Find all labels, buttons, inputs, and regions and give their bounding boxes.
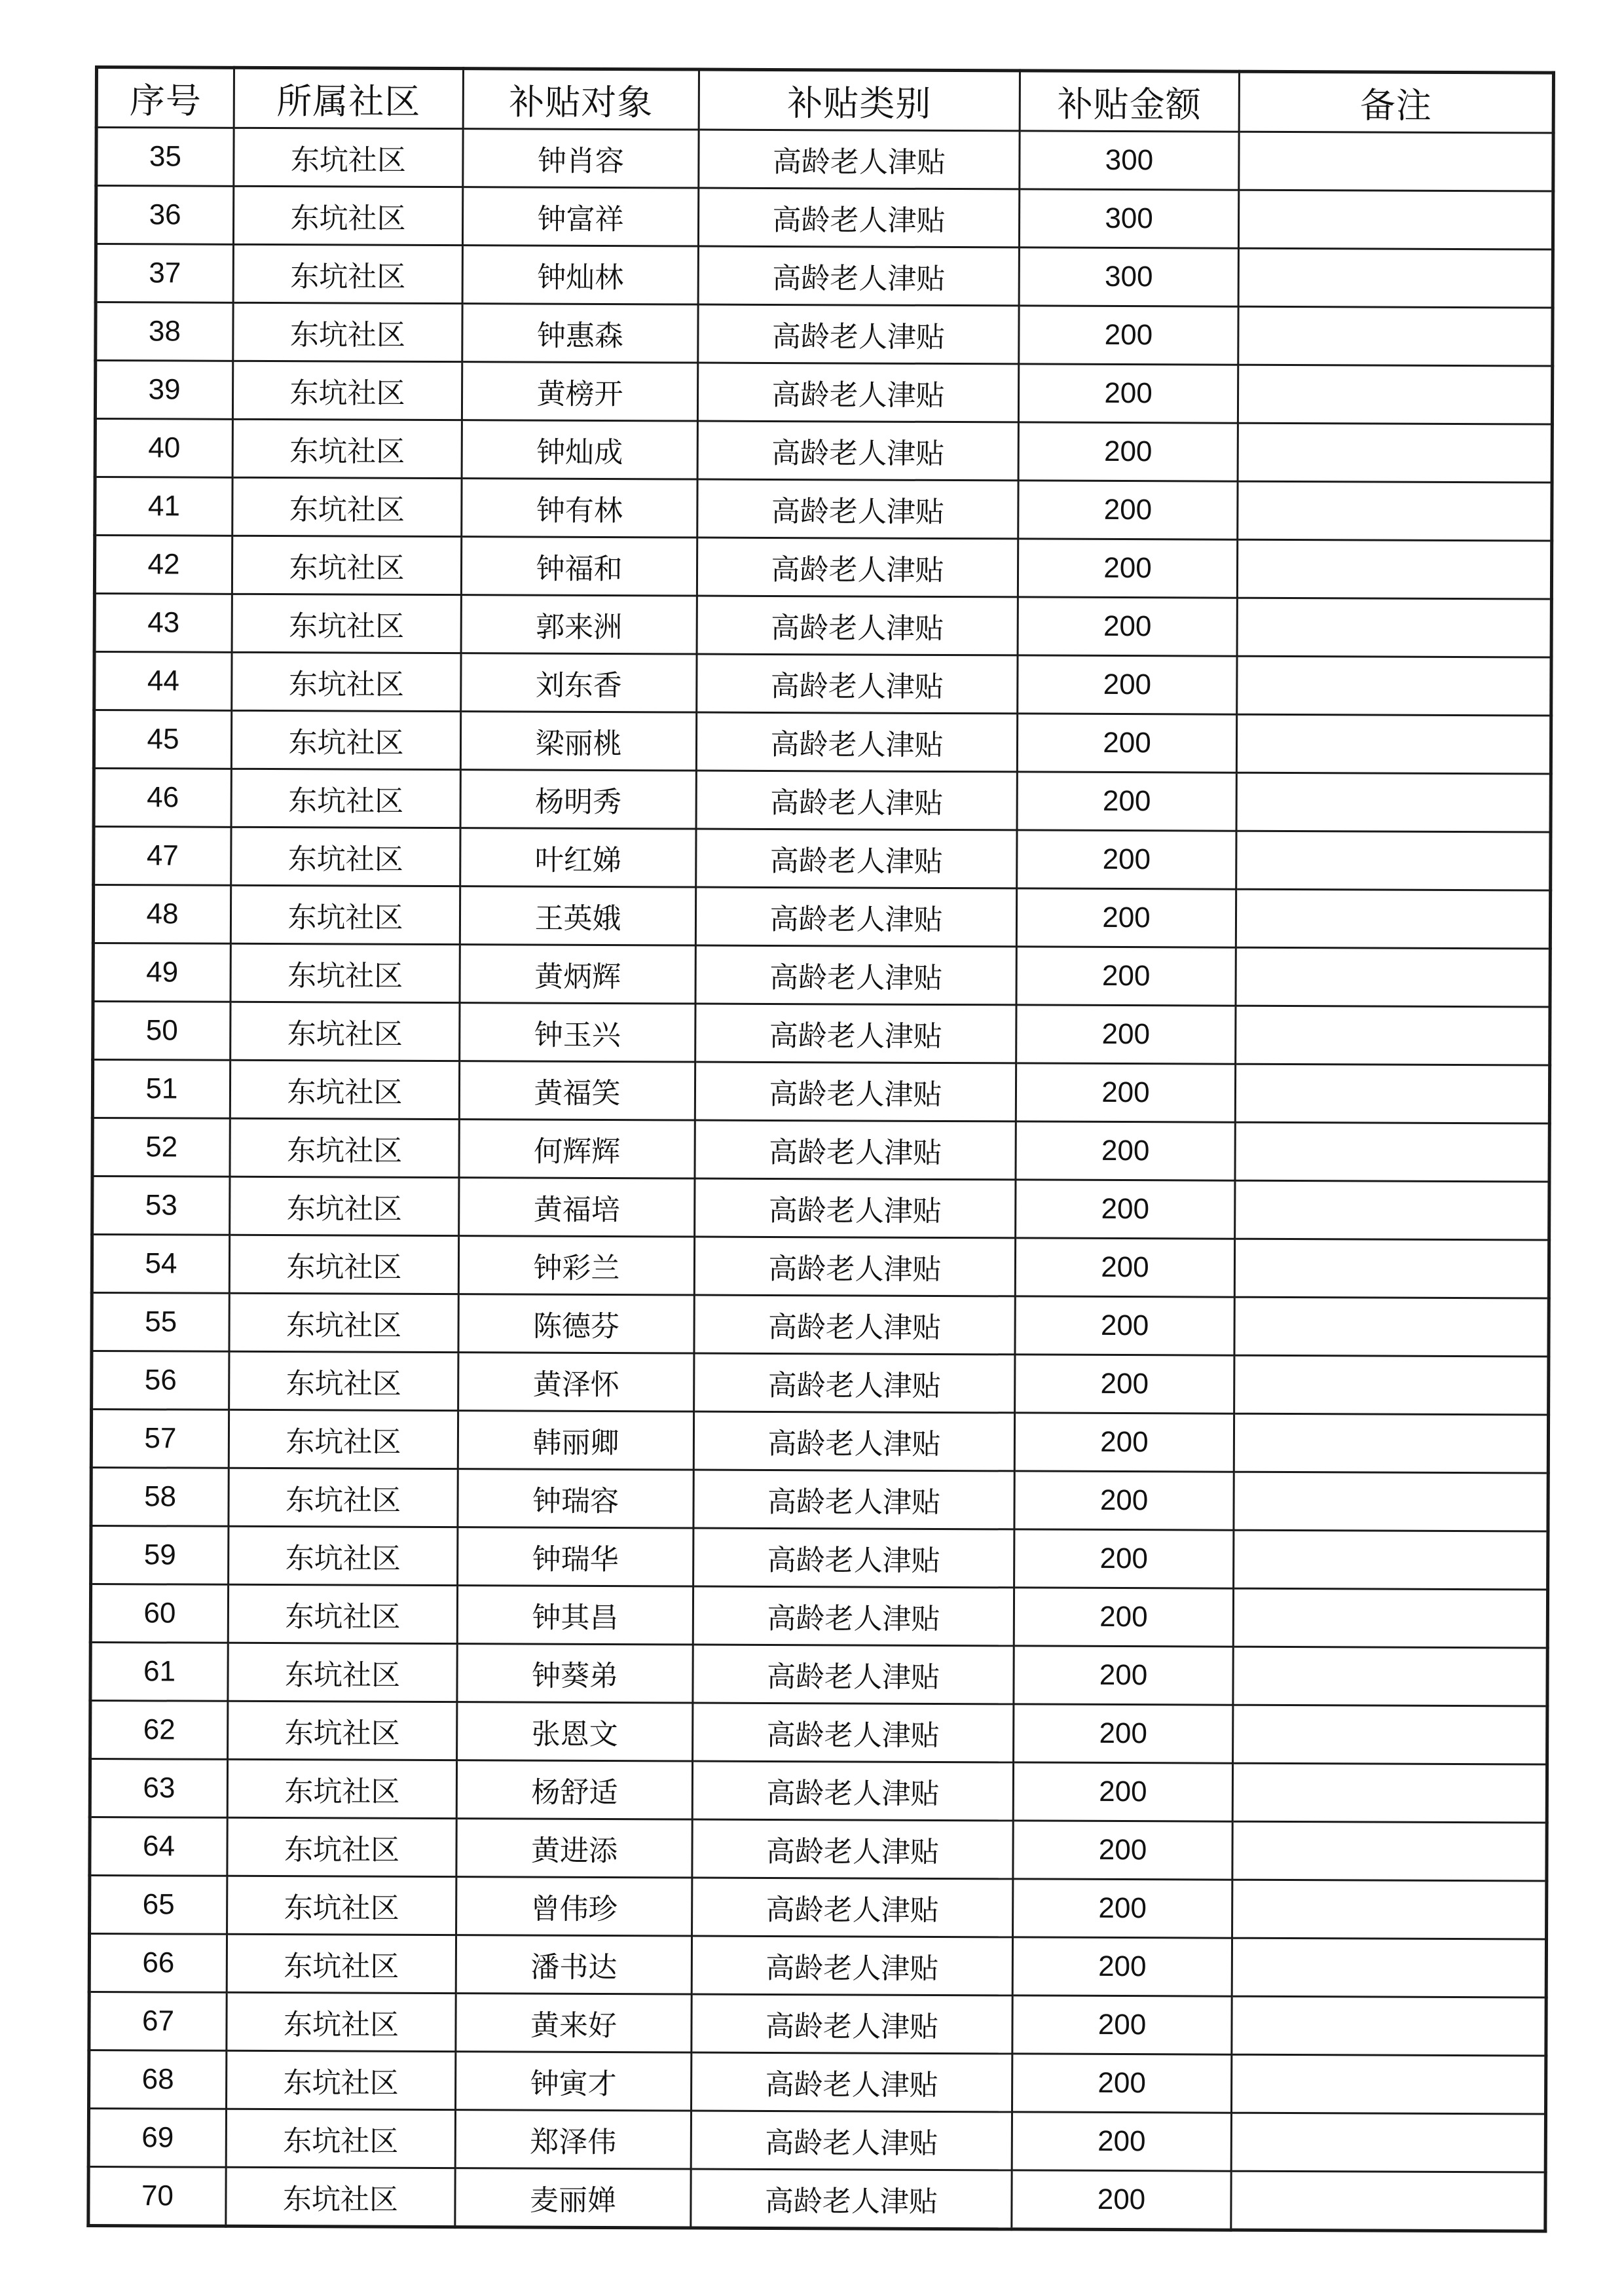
cell-seq: 35 <box>96 128 234 187</box>
cell-category: 高龄老人津贴 <box>692 1878 1013 1937</box>
cell-amount: 200 <box>1018 539 1237 598</box>
cell-amount: 200 <box>1018 481 1238 539</box>
cell-note <box>1231 2113 1545 2172</box>
cell-seq: 45 <box>94 710 231 769</box>
cell-seq: 63 <box>90 1758 227 1817</box>
cell-amount: 200 <box>1018 597 1237 656</box>
cell-community: 东坑社区 <box>229 1526 458 1585</box>
table-row <box>91 1467 1548 1531</box>
table-row <box>89 1992 1546 2056</box>
cell-note <box>1236 831 1551 890</box>
cell-community: 东坑社区 <box>227 1992 456 2051</box>
cell-note <box>1232 1821 1547 1881</box>
cell-category: 高龄老人津贴 <box>697 596 1018 655</box>
cell-community: 东坑社区 <box>230 1176 459 1235</box>
cell-seq: 60 <box>90 1584 228 1643</box>
table-row <box>92 1176 1549 1240</box>
cell-recipient: 潘书达 <box>456 1935 692 1994</box>
cell-recipient: 钟玉兴 <box>460 1003 695 1062</box>
cell-recipient: 何辉辉 <box>459 1120 695 1178</box>
table-row <box>91 1409 1548 1473</box>
cell-community: 东坑社区 <box>233 302 462 361</box>
table-row <box>90 1817 1547 1881</box>
cell-seq: 66 <box>89 1933 227 1992</box>
table-body <box>88 128 1553 2232</box>
cell-community: 东坑社区 <box>232 536 461 594</box>
cell-seq: 59 <box>91 1525 229 1584</box>
table-row <box>93 943 1550 1007</box>
document-page <box>86 65 1552 2233</box>
cell-seq: 54 <box>92 1234 229 1293</box>
header-category: 补贴类别 <box>699 69 1020 131</box>
cell-seq: 55 <box>92 1292 229 1351</box>
cell-recipient: 叶红娣 <box>460 828 696 887</box>
cell-community: 东坑社区 <box>233 186 462 245</box>
cell-note <box>1238 190 1553 249</box>
cell-community: 东坑社区 <box>231 710 460 769</box>
cell-category: 高龄老人津贴 <box>692 2052 1012 2112</box>
table-header <box>96 67 1553 134</box>
table-row <box>90 1584 1547 1648</box>
cell-note <box>1235 1122 1549 1182</box>
cell-community: 东坑社区 <box>228 1643 457 1702</box>
cell-category: 高龄老人津贴 <box>698 304 1019 364</box>
table-row <box>90 1642 1547 1706</box>
cell-note <box>1231 2171 1545 2231</box>
cell-category: 高龄老人津贴 <box>694 1295 1015 1355</box>
cell-note <box>1236 889 1550 949</box>
cell-seq: 50 <box>93 1001 231 1060</box>
table-row <box>94 710 1551 774</box>
table-row <box>90 1700 1547 1764</box>
cell-seq: 36 <box>96 186 233 245</box>
header-note: 备注 <box>1239 71 1553 133</box>
cell-seq: 46 <box>94 769 231 828</box>
cell-community: 东坑社区 <box>229 1235 458 1294</box>
cell-seq: 47 <box>94 827 231 886</box>
cell-seq: 58 <box>91 1467 229 1526</box>
cell-category: 高龄老人津贴 <box>692 1761 1013 1821</box>
cell-seq: 68 <box>89 2050 227 2109</box>
cell-amount: 200 <box>1017 772 1236 831</box>
cell-category: 高龄老人津贴 <box>695 887 1016 947</box>
cell-note <box>1234 1239 1549 1298</box>
cell-recipient: 王英娥 <box>460 886 695 945</box>
cell-note <box>1236 947 1550 1007</box>
cell-seq: 49 <box>93 943 231 1002</box>
cell-category: 高龄老人津贴 <box>694 1237 1015 1296</box>
cell-recipient: 梁丽桃 <box>460 712 696 771</box>
cell-note <box>1234 1297 1549 1357</box>
table-row <box>89 2050 1546 2114</box>
cell-amount: 200 <box>1013 1762 1232 1821</box>
cell-seq: 48 <box>93 885 231 944</box>
table-row <box>89 1933 1546 1997</box>
cell-amount: 200 <box>1016 888 1236 947</box>
cell-amount: 200 <box>1015 1238 1234 1297</box>
cell-note <box>1234 1530 1548 1590</box>
cell-note <box>1235 1180 1549 1240</box>
cell-seq: 40 <box>95 419 232 478</box>
header-row <box>96 67 1553 134</box>
cell-category: 高龄老人津贴 <box>691 2169 1012 2229</box>
cell-community: 东坑社区 <box>233 244 462 303</box>
subsidy-table <box>86 65 1555 2233</box>
cell-seq: 64 <box>90 1817 227 1876</box>
table-row <box>93 885 1550 949</box>
table-row <box>95 419 1552 483</box>
cell-community: 东坑社区 <box>231 943 460 1002</box>
cell-recipient: 黄炳辉 <box>460 945 695 1004</box>
cell-seq: 44 <box>94 652 232 711</box>
cell-category: 高龄老人津贴 <box>695 1120 1016 1180</box>
cell-amount: 200 <box>1014 1529 1234 1588</box>
cell-recipient: 钟寅才 <box>456 2052 692 2111</box>
header-recipient: 补贴对象 <box>463 69 699 130</box>
cell-note <box>1234 1472 1548 1531</box>
cell-community: 东坑社区 <box>229 1410 458 1468</box>
cell-note <box>1232 1996 1546 2056</box>
cell-category: 高龄老人津贴 <box>696 771 1017 830</box>
cell-recipient: 黄福培 <box>459 1178 695 1237</box>
cell-category: 高龄老人津贴 <box>692 1819 1013 1879</box>
cell-category: 高龄老人津贴 <box>697 538 1018 597</box>
table-row <box>94 652 1551 716</box>
cell-community: 东坑社区 <box>228 1701 457 1760</box>
cell-note <box>1232 1880 1547 1939</box>
table-row <box>92 1059 1549 1123</box>
table-row <box>90 1875 1547 1939</box>
cell-note <box>1232 2054 1546 2114</box>
cell-recipient: 钟葵弟 <box>457 1644 693 1703</box>
cell-category: 高龄老人津贴 <box>696 712 1017 772</box>
cell-category: 高龄老人津贴 <box>693 1703 1014 1762</box>
cell-amount: 200 <box>1015 1296 1234 1355</box>
cell-recipient: 钟惠森 <box>462 304 698 363</box>
cell-amount: 200 <box>1012 1995 1232 2054</box>
cell-note <box>1234 1413 1548 1473</box>
cell-note <box>1236 714 1551 774</box>
cell-amount: 200 <box>1016 1121 1235 1180</box>
cell-note <box>1239 132 1553 191</box>
cell-community: 东坑社区 <box>232 361 462 420</box>
cell-category: 高龄老人津贴 <box>698 188 1019 247</box>
cell-recipient: 杨舒适 <box>456 1760 692 1819</box>
cell-category: 高龄老人津贴 <box>693 1586 1014 1646</box>
cell-community: 东坑社区 <box>226 2109 455 2168</box>
cell-community: 东坑社区 <box>227 1759 456 1818</box>
cell-category: 高龄老人津贴 <box>695 945 1016 1005</box>
cell-note <box>1238 423 1552 483</box>
table-row <box>94 594 1551 658</box>
table-row <box>96 244 1553 308</box>
cell-category: 高龄老人津贴 <box>691 2111 1012 2170</box>
table-row <box>92 1234 1549 1298</box>
cell-amount: 200 <box>1012 2112 1231 2171</box>
cell-note <box>1236 1006 1550 1065</box>
cell-amount: 200 <box>1012 2170 1231 2230</box>
cell-recipient: 钟瑞容 <box>458 1469 693 1528</box>
cell-amount: 200 <box>1018 655 1237 714</box>
cell-seq: 37 <box>96 244 233 303</box>
cell-seq: 62 <box>90 1700 228 1759</box>
cell-recipient: 陈德芬 <box>458 1294 694 1353</box>
cell-community: 东坑社区 <box>234 128 463 187</box>
cell-recipient: 郭来洲 <box>461 595 697 654</box>
cell-recipient: 钟其昌 <box>457 1586 693 1645</box>
cell-note <box>1232 1763 1547 1823</box>
cell-community: 东坑社区 <box>232 477 462 536</box>
cell-seq: 70 <box>88 2166 226 2226</box>
cell-seq: 69 <box>88 2108 226 2167</box>
cell-amount: 200 <box>1015 1355 1234 1413</box>
header-amount: 补贴金额 <box>1020 71 1239 132</box>
cell-community: 东坑社区 <box>232 594 461 653</box>
cell-seq: 39 <box>95 361 232 420</box>
cell-recipient: 黄福笑 <box>459 1061 695 1120</box>
cell-note <box>1233 1588 1547 1648</box>
cell-amount: 300 <box>1019 189 1238 248</box>
cell-amount: 200 <box>1018 364 1238 423</box>
cell-category: 高龄老人津贴 <box>693 1645 1014 1704</box>
cell-recipient: 韩丽卿 <box>458 1411 693 1470</box>
cell-recipient: 钟灿成 <box>462 420 697 479</box>
cell-amount: 200 <box>1014 1646 1233 1705</box>
table-row <box>95 477 1552 541</box>
cell-recipient: 钟彩兰 <box>458 1236 694 1295</box>
cell-recipient: 钟灿林 <box>462 246 698 304</box>
cell-note <box>1232 1938 1546 1997</box>
cell-seq: 41 <box>95 477 232 536</box>
cell-recipient: 杨明秀 <box>460 770 696 829</box>
cell-category: 高龄老人津贴 <box>698 246 1019 306</box>
cell-seq: 38 <box>96 302 233 361</box>
cell-community: 东坑社区 <box>228 1584 457 1643</box>
table-row <box>92 1292 1549 1357</box>
table-row <box>95 361 1552 425</box>
cell-note <box>1236 773 1551 832</box>
cell-community: 东坑社区 <box>232 652 461 711</box>
cell-seq: 67 <box>89 1992 227 2050</box>
cell-recipient: 钟有林 <box>462 479 697 538</box>
cell-category: 高龄老人津贴 <box>695 1178 1016 1238</box>
cell-category: 高龄老人津贴 <box>693 1470 1014 1529</box>
cell-category: 高龄老人津贴 <box>697 363 1018 422</box>
cell-category: 高龄老人津贴 <box>693 1412 1014 1471</box>
table-row <box>92 1351 1549 1415</box>
header-community: 所属社区 <box>234 67 463 128</box>
cell-seq: 52 <box>92 1118 230 1176</box>
cell-community: 东坑社区 <box>227 1934 456 1993</box>
cell-category: 高龄老人津贴 <box>695 1062 1016 1121</box>
cell-seq: 53 <box>92 1176 230 1235</box>
cell-category: 高龄老人津贴 <box>692 1936 1012 1995</box>
cell-note <box>1238 306 1553 366</box>
cell-category: 高龄老人津贴 <box>696 829 1017 888</box>
cell-community: 东坑社区 <box>231 1002 460 1061</box>
cell-amount: 200 <box>1014 1413 1234 1472</box>
cell-note <box>1238 365 1552 424</box>
cell-amount: 200 <box>1016 947 1236 1006</box>
cell-note <box>1237 656 1551 716</box>
cell-amount: 200 <box>1014 1588 1233 1647</box>
table-row <box>92 1118 1549 1182</box>
table-row <box>90 1758 1547 1823</box>
cell-amount: 200 <box>1014 1704 1233 1763</box>
cell-community: 东坑社区 <box>231 769 460 828</box>
cell-community: 东坑社区 <box>226 2167 455 2227</box>
cell-category: 高龄老人津贴 <box>694 1353 1015 1413</box>
cell-note <box>1238 481 1552 541</box>
cell-recipient: 黄榜开 <box>462 362 697 421</box>
table-row <box>96 186 1553 250</box>
cell-recipient: 曾伟珍 <box>456 1877 692 1936</box>
table-row <box>94 769 1551 833</box>
cell-note <box>1237 539 1551 599</box>
cell-category: 高龄老人津贴 <box>697 654 1018 714</box>
cell-community: 东坑社区 <box>229 1351 458 1410</box>
cell-seq: 56 <box>92 1351 229 1410</box>
cell-amount: 300 <box>1020 131 1239 190</box>
cell-recipient: 钟瑞华 <box>458 1527 693 1586</box>
cell-community: 东坑社区 <box>227 1817 456 1876</box>
cell-note <box>1233 1705 1547 1764</box>
cell-seq: 42 <box>94 536 232 594</box>
cell-amount: 200 <box>1013 1821 1232 1880</box>
cell-note <box>1237 598 1551 657</box>
cell-community: 东坑社区 <box>231 827 460 886</box>
table-row <box>96 302 1553 367</box>
cell-community: 东坑社区 <box>229 1293 458 1352</box>
cell-category: 高龄老人津贴 <box>697 421 1018 481</box>
cell-category: 高龄老人津贴 <box>697 479 1018 539</box>
cell-seq: 61 <box>90 1642 228 1701</box>
table-row <box>94 827 1551 891</box>
cell-amount: 200 <box>1013 1879 1232 1938</box>
cell-note <box>1234 1355 1549 1415</box>
cell-amount: 200 <box>1017 830 1236 889</box>
cell-amount: 200 <box>1019 306 1238 365</box>
cell-recipient: 张恩文 <box>457 1702 693 1761</box>
table-row <box>91 1525 1548 1590</box>
cell-note <box>1235 1064 1549 1123</box>
cell-amount: 200 <box>1012 2054 1232 2113</box>
cell-amount: 200 <box>1016 1063 1235 1122</box>
cell-recipient: 刘东香 <box>461 653 697 712</box>
cell-community: 东坑社区 <box>230 1060 459 1119</box>
cell-recipient: 黄进添 <box>456 1819 692 1878</box>
cell-community: 东坑社区 <box>227 1876 456 1935</box>
cell-category: 高龄老人津贴 <box>693 1528 1014 1588</box>
cell-recipient: 钟富祥 <box>462 187 698 246</box>
cell-note <box>1233 1647 1547 1706</box>
cell-community: 东坑社区 <box>231 885 460 944</box>
table-row <box>88 2108 1545 2172</box>
cell-category: 高龄老人津贴 <box>695 1004 1016 1063</box>
cell-category: 高龄老人津贴 <box>692 1994 1012 2054</box>
table-row <box>88 2166 1545 2231</box>
cell-note <box>1238 248 1553 308</box>
cell-category: 高龄老人津贴 <box>699 130 1020 189</box>
cell-amount: 200 <box>1012 1937 1232 1996</box>
cell-community: 东坑社区 <box>229 1468 458 1527</box>
cell-seq: 43 <box>94 594 232 653</box>
table-row <box>93 1001 1550 1065</box>
cell-community: 东坑社区 <box>230 1118 459 1177</box>
cell-amount: 200 <box>1018 422 1238 481</box>
cell-amount: 300 <box>1019 247 1238 306</box>
cell-recipient: 钟肖容 <box>463 129 699 188</box>
cell-amount: 200 <box>1016 1005 1236 1064</box>
cell-amount: 200 <box>1017 714 1236 773</box>
cell-recipient: 黄来好 <box>456 1994 692 2052</box>
header-seq: 序号 <box>96 67 234 128</box>
cell-community: 东坑社区 <box>227 2050 456 2109</box>
cell-recipient: 麦丽婵 <box>455 2168 691 2228</box>
cell-recipient: 郑泽伟 <box>455 2110 691 2169</box>
cell-seq: 65 <box>90 1875 227 1934</box>
cell-recipient: 黄泽怀 <box>458 1353 694 1412</box>
table-row <box>96 128 1553 192</box>
cell-amount: 200 <box>1014 1471 1234 1530</box>
cell-seq: 51 <box>92 1059 230 1118</box>
cell-seq: 57 <box>91 1409 229 1468</box>
cell-amount: 200 <box>1016 1180 1235 1239</box>
table-row <box>94 536 1551 600</box>
cell-community: 东坑社区 <box>232 419 462 478</box>
cell-recipient: 钟福和 <box>461 537 697 596</box>
